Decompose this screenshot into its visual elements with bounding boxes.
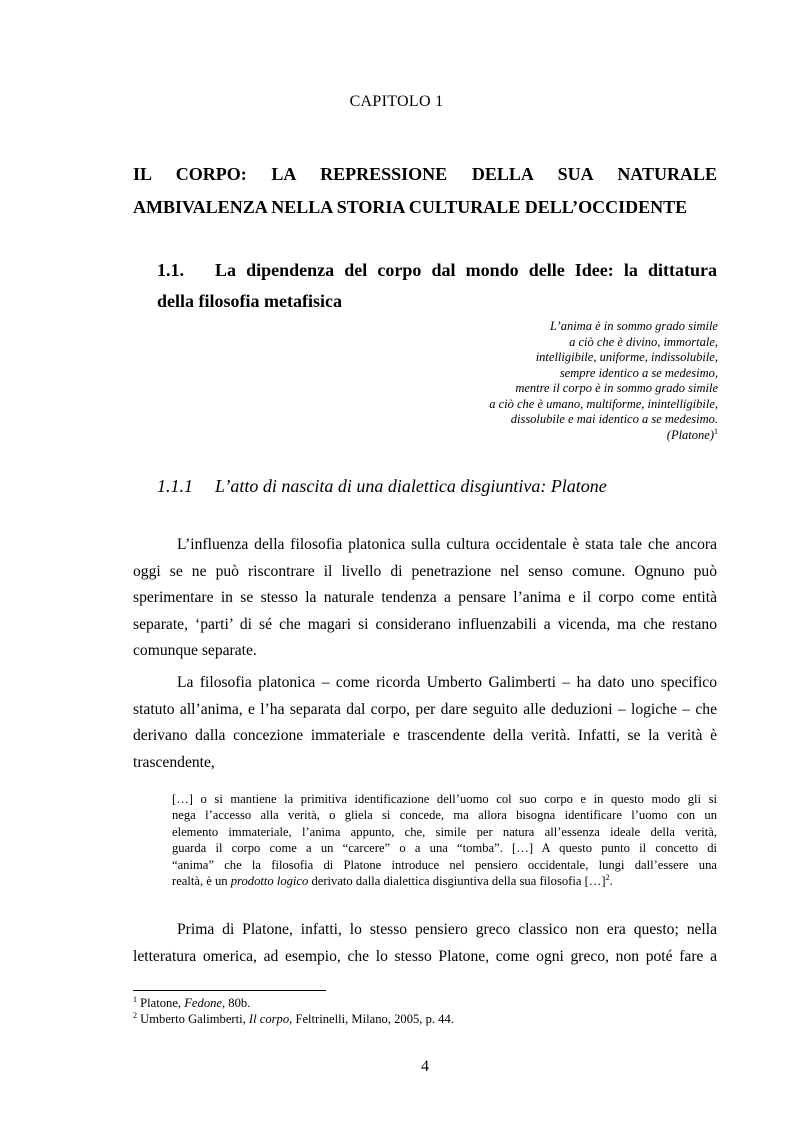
epigraph-line: a ciò che è umano, multiforme, inintelligibile, xyxy=(489,396,718,411)
subsection-number: 1.1.1 xyxy=(157,476,193,496)
epigraph-line: dissolubile e mai identico a se medesimo. xyxy=(510,412,718,426)
section-title-line-1: La dipendenza del corpo dal mondo delle Idee: la dittatura xyxy=(215,260,717,280)
footnote-ref-2[interactable]: 2 xyxy=(605,872,610,882)
quote-line: nega l’accesso alla verità, o gliela si concede, ma allora bisogna identificare l’uomo con un xyxy=(172,808,717,823)
chapter-title-line-1: IL CORPO: LA REPRESSIONE DELLA SUA NATURALE xyxy=(133,164,717,184)
paragraph-line: comunque separate. xyxy=(133,642,257,659)
block-quote xyxy=(172,791,717,889)
chapter-title-line-2: AMBIVALENZA NELLA STORIA CULTURALE DELL’OCCIDENTE xyxy=(133,197,688,217)
paragraph-2 xyxy=(133,670,717,776)
paragraph-line: trascendente, xyxy=(133,753,215,771)
paragraph-3 xyxy=(133,917,717,970)
quote-line: guarda il corpo come a un “carcere” o a una “tomba”. […] A questo punto il concetto di xyxy=(172,841,717,856)
quote-line: “anima” che la filosofia di Platone introduce nel pensiero occidentale, lungi dall’essere una xyxy=(172,857,717,872)
epigraph-line: a ciò che è divino, immortale, xyxy=(569,334,718,349)
section-number: 1.1. xyxy=(157,260,184,280)
paragraph-line: letteratura omerica, ad esempio, che lo stesso Platone, come ogni greco, non poté fare a xyxy=(133,947,717,965)
paragraph-line: separate, ‘parti’ di sé che magari si considerano influenzabili a vicenda, ma che restano xyxy=(133,615,717,633)
footnote-ref-1[interactable]: 1 xyxy=(714,426,718,436)
paragraph-line: statuto all’anima, e l’ha separata dal corpo, per dare seguito alle deduzioni – logiche – che xyxy=(133,700,717,718)
chapter-heading: CAPITOLO 1 xyxy=(349,93,444,110)
subsection-heading xyxy=(157,476,607,497)
epigraph-line: sempre identico a se medesimo, xyxy=(559,365,718,380)
paragraph-line: L’influenza della filosofia platonica sulla cultura occidentale è stata tale che ancora xyxy=(177,536,717,553)
epigraph-line: mentre il corpo è in sommo grado simile xyxy=(515,381,718,395)
epigraph xyxy=(388,319,718,443)
footnote-2: $^2$ Umberto Galimberti, Il corpo, Feltrinelli, Milano, 2005, p. 44. xyxy=(133,1010,454,1026)
section-heading xyxy=(157,255,717,317)
paragraph-line: derivano dalla concezione immateriale e trascendente della verità. Infatti, se la verità è xyxy=(133,727,717,744)
epigraph-attribution: (Platone)$^1$ xyxy=(666,426,718,442)
quote-last-line: realtà, è un prodotto logico derivato dalla dialettica disgiuntiva della sua filosofia […]$^2$. xyxy=(172,872,613,889)
quote-line: […] o si mantiene la primitiva identificazione dell’uomo col suo corpo e in questo modo gli si xyxy=(172,792,717,806)
paragraph-1 xyxy=(133,532,717,665)
footnote-1: $^1$ Platone, Fedone, 80b. xyxy=(133,994,251,1010)
subsection-title: L’atto di nascita di una dialettica disgiuntiva: Platone xyxy=(215,476,607,496)
paragraph-line: La filosofia platonica – come ricorda Umberto Galimberti – ha dato uno specifico xyxy=(177,674,717,691)
paragraph-line: sperimentare in se stesso la naturale tendenza a pensare l’anima e il corpo come entità xyxy=(133,589,717,606)
chapter-title xyxy=(133,158,717,224)
footnote-divider xyxy=(133,990,326,991)
section-title-line-2: della filosofia metafisica xyxy=(157,291,342,311)
epigraph-line: L’anima è in sommo grado simile xyxy=(550,319,718,333)
quote-line: elemento immateriale, l’anima appunto, che, simile per natura all’essenza ideale della verità, xyxy=(172,824,717,839)
paragraph-line: oggi se ne può riscontrare il livello di penetrazione nel senso comune. Ognuno può xyxy=(133,562,717,580)
paragraph-line: Prima di Platone, infatti, lo stesso pensiero greco classico non era questo; nella xyxy=(177,921,717,938)
page-number: 4 xyxy=(421,1058,429,1075)
epigraph-line: intelligibile, uniforme, indissolubile, xyxy=(535,350,718,364)
